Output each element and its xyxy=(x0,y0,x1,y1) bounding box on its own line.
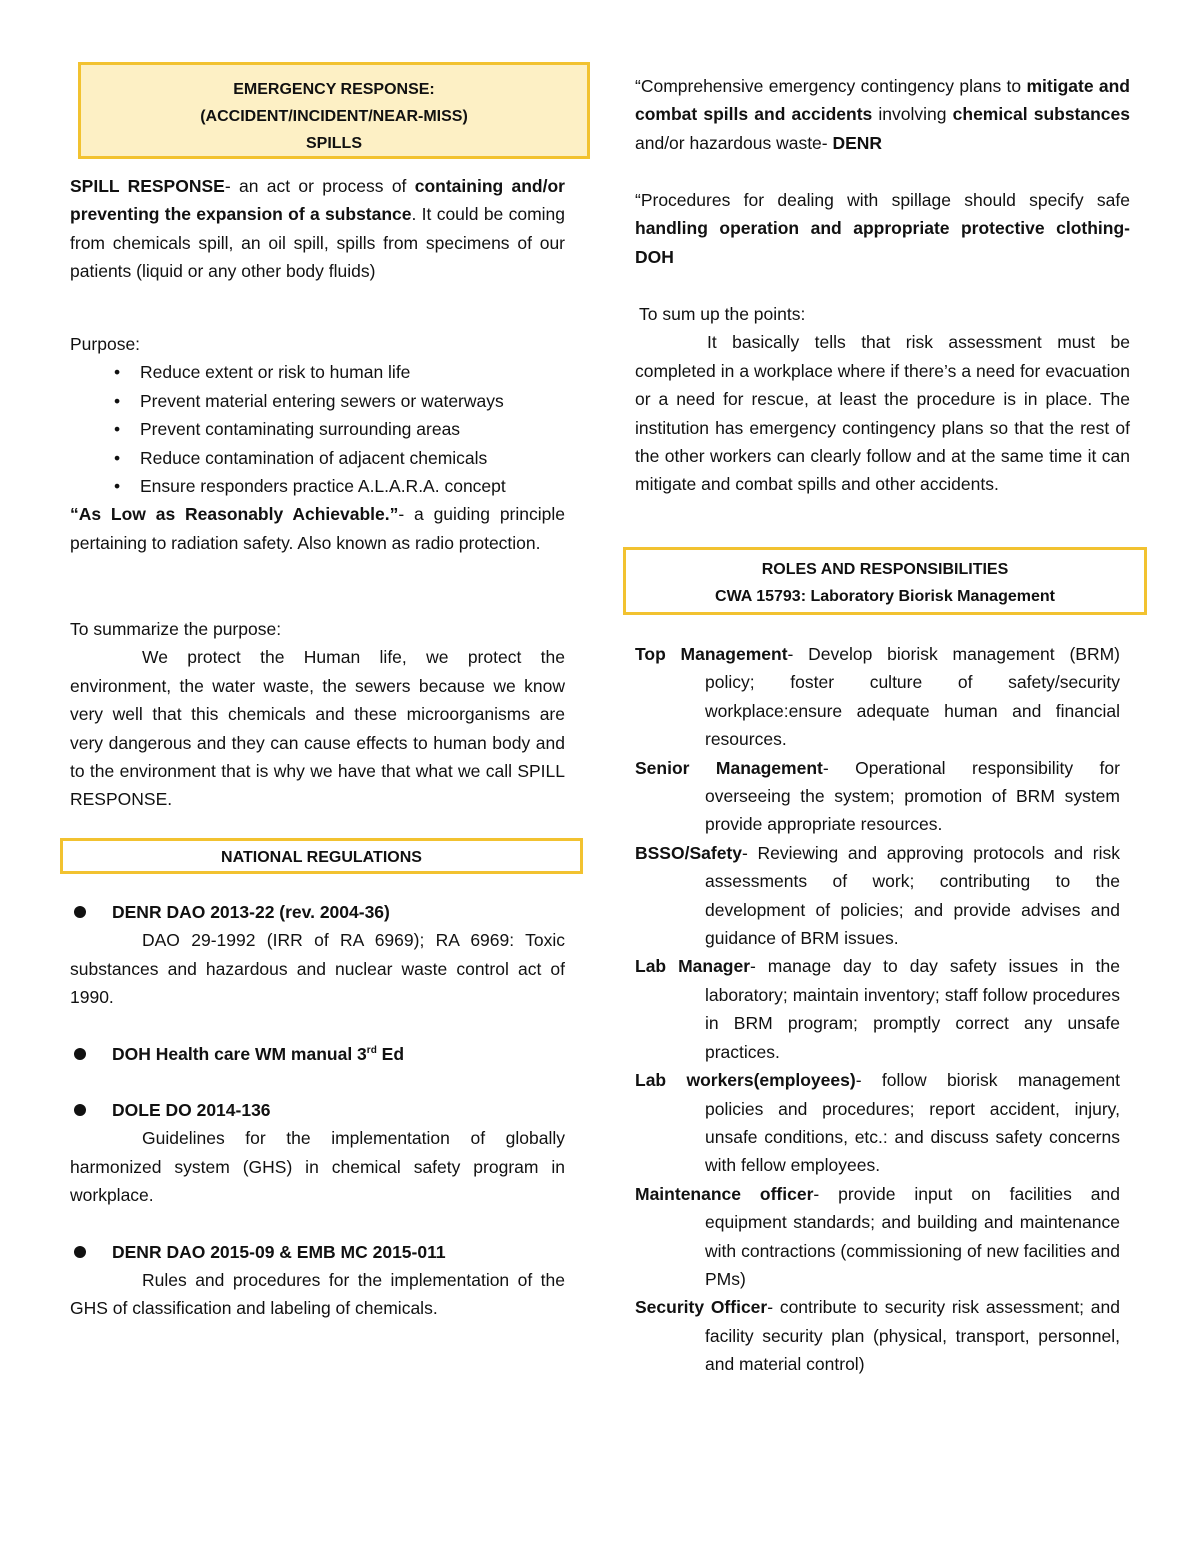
list-item: Lab Manager- manage day to day safety issues in the laboratory; maintain inventory; staff follow procedures in BRM program; promptly correct any unsafe practices. xyxy=(635,956,1120,1062)
list-item: Top Management- Develop biorisk management (BRM) policy; foster culture of safety/security workplace:ensure adequate human and financial resources. xyxy=(635,644,1120,750)
list-item: Security Officer- contribute to security risk assessment; and facility security plan (physical, transport, personnel, and material control) xyxy=(635,1297,1121,1375)
list-item: Maintenance officer- provide input on facilities and equipment standards; and building and maintenance with contractions (commissioning of new facilities and PMs) xyxy=(635,1183,1120,1289)
list-item: Lab workers(employees)- follow biorisk management policies and procedures; report accident, injury, unsafe conditions, etc.: and discuss safety concerns with fellow employees. xyxy=(635,1070,1121,1176)
spill-response-bold: containing and/or preventing the expansion of a substance xyxy=(70,176,565,225)
list-item: BSSO/Safety- Reviewing and approving protocols and risk assessments of work; contributing to the development of policies; and provide advises and guidance of BRM issues. xyxy=(635,842,1120,949)
purpose-label: Purpose: xyxy=(70,334,141,354)
regulation-item: DENR DAO 2013-22 (rev. 2004-36) DAO 29-1992 (IRR of RA 6969); RA 6969: Toxic substances and hazardous and nuclear waste control act of 1990. xyxy=(70,902,565,1008)
regulation-item: DOH Health care WM manual 3rd Ed xyxy=(70,1040,565,1068)
doh-quote: “Procedures for dealing with spillage should specify safe handling operation and appropriate protective clothing- DOH xyxy=(635,190,1130,267)
bullet-dot-icon xyxy=(74,906,86,918)
list-item: • Prevent material entering sewers or waterways xyxy=(70,387,565,415)
header-line-3: SPILLS xyxy=(305,135,362,152)
sum-up-label: To sum up the points: xyxy=(639,304,806,324)
list-item: • Ensure responders practice A.L.A.R.A. concept xyxy=(70,472,565,500)
purpose-section xyxy=(70,330,565,557)
emergency-response-header-box xyxy=(78,62,590,159)
list-item: • Prevent contaminating surrounding areas xyxy=(70,415,565,443)
regulation-item: DENR DAO 2015-09 & EMB MC 2015-011 Rules and procedures for the implementation of the GHS of classification and labeling of chemicals. xyxy=(70,1241,565,1319)
summary-label: To summarize the purpose: xyxy=(70,619,282,639)
header-line-1: EMERGENCY RESPONSE: xyxy=(233,81,435,98)
spill-response-term: SPILL RESPONSE xyxy=(70,176,225,196)
list-item: • Reduce contamination of adjacent chemicals xyxy=(70,444,565,472)
alara-definition: “As Low as Reasonably Achievable.”- a guiding principle pertaining to radiation safety. Also known as radio protection. xyxy=(70,504,565,553)
roles-list xyxy=(635,640,1120,1379)
header-line-2: (ACCIDENT/INCIDENT/NEAR-MISS) xyxy=(200,108,468,125)
regulation-item: DOLE DO 2014-136 Guidelines for the implementation of globally harmonized system (GHS) in chemical safety program in workplace. xyxy=(70,1100,565,1206)
spill-response-paragraph: SPILL RESPONSE- an act or process of containing and/or preventing the expansion of a substance. It could be coming from chemicals spill, an oil spill, spills from specimens of our patients (liquid or any other body fluids) xyxy=(70,176,565,282)
regulations-list xyxy=(70,898,565,1323)
summary-section xyxy=(70,615,565,814)
roles-responsibilities-box: ROLES AND RESPONSIBILITIES CWA 15793: Laboratory Biorisk Management xyxy=(623,547,1147,615)
purpose-list xyxy=(70,358,565,500)
sum-up-text: It basically tells that risk assessment must be completed in a workplace where if there’s a need for evacuation or a need for rescue, at least the procedure is in place. The institution has emergency contingency plans so that the rest of the other workers can clearly follow and at the same time it can mitigate and combat spills and other accidents. xyxy=(635,332,1130,495)
bullet-dot-icon xyxy=(74,1104,86,1116)
list-item: Senior Management- Operational responsibility for overseeing the system; promotion of BRM system provide appropriate resources. xyxy=(635,757,1120,835)
national-regulations-box: NATIONAL REGULATIONS xyxy=(60,838,583,874)
denr-quote: “Comprehensive emergency contingency plans to mitigate and combat spills and accidents involving chemical substances and/or hazardous waste- DENR xyxy=(635,76,1130,153)
list-item: • Reduce extent or risk to human life xyxy=(70,358,565,386)
bullet-dot-icon xyxy=(74,1048,86,1060)
bullet-dot-icon xyxy=(74,1246,86,1258)
sum-up-section xyxy=(635,300,1130,499)
summary-text: We protect the Human life, we protect the environment, the water waste, the sewers because we know very well that this chemicals and these microorganisms are very dangerous and they can cause effects to human body and to the environment that is why we have that what we call SPILL RESPONSE. xyxy=(70,647,565,810)
